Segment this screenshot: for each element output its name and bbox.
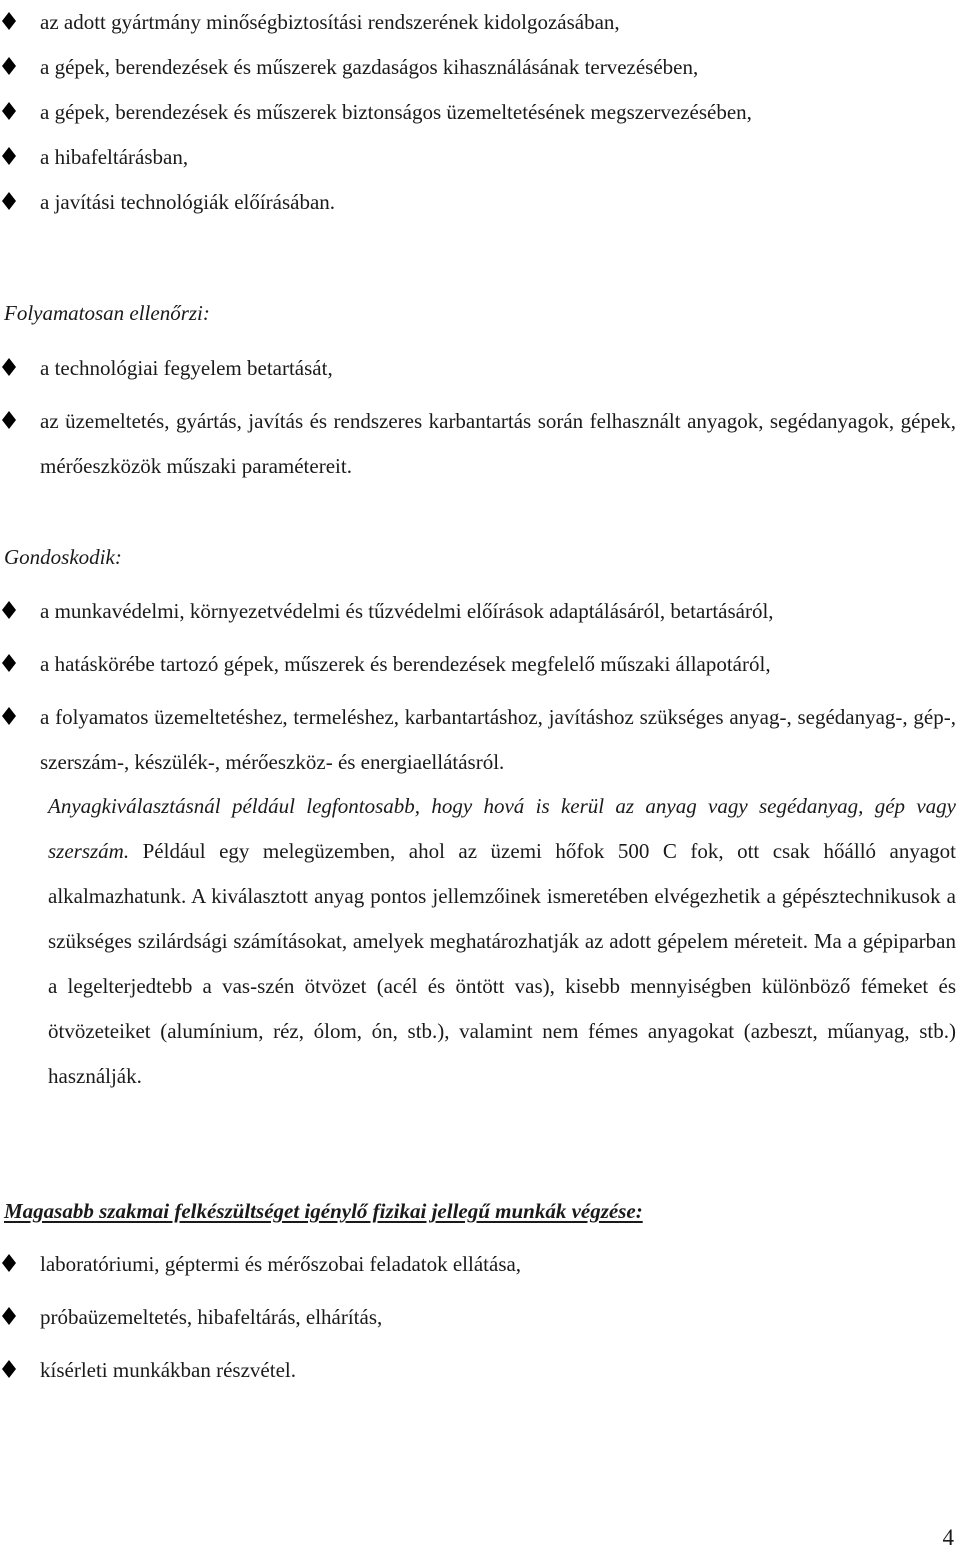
list-item [0, 0, 960, 45]
diamond-bullet-icon [2, 358, 16, 376]
paragraph-sentence: Anyagkiválasztásnál például legfontosabb, hogy hová is kerül az anyag vagy segédanyag, gép vagy szerszám. [48, 794, 956, 863]
page-number: 4 [942, 1525, 954, 1550]
bullet-list-section2 [0, 589, 960, 785]
list-item-text: a hatáskörébe tartozó gépek, műszerek és berendezések megfelelő műszaki állapotáról, [40, 652, 771, 676]
diamond-bullet-icon [2, 411, 16, 429]
diamond-bullet-icon [2, 707, 16, 725]
list-item-text: a gépek, berendezések és műszerek gazdaságos kihasználásának tervezésében, [40, 55, 699, 79]
list-item-text: a folyamatos üzemeltetéshez, termeléshez, karbantartáshoz, javításhoz szükséges anyag-, segédanyag-, gép-, szerszám-, készülék-, mérőeszköz- és energiaellátásról. [40, 705, 956, 774]
list-item [0, 180, 960, 225]
paragraph-material-selection [48, 784, 956, 1099]
list-item-text: a hibafeltárásban, [40, 145, 189, 169]
list-item [0, 399, 960, 489]
diamond-bullet-icon [2, 147, 16, 165]
paragraph-sentence: Például egy melegüzemben, ahol az üzemi hőfok 500 C fok, ott csak hőálló anyagot alkalmazhatunk. [48, 839, 957, 908]
diamond-bullet-icon [2, 57, 16, 75]
list-item-text: kísérleti munkákban részvétel. [40, 1358, 296, 1382]
list-item [0, 1242, 960, 1287]
diamond-bullet-icon [2, 1254, 16, 1272]
diamond-bullet-icon [2, 192, 16, 210]
list-item [0, 695, 960, 785]
bullet-list-section1 [0, 346, 960, 489]
list-item [0, 135, 960, 180]
list-item [0, 346, 960, 391]
list-item [0, 1348, 960, 1393]
diamond-bullet-icon [2, 654, 16, 672]
diamond-bullet-icon [2, 601, 16, 619]
list-item-text: a technológiai fegyelem betartását, [40, 356, 333, 380]
section-heading-gondoskodik: Gondoskodik: [4, 545, 122, 569]
section-heading-folyamatosan: Folyamatosan ellenőrzi: [4, 301, 210, 325]
list-item [0, 1295, 960, 1340]
paragraph-sentence: Ma a gépiparban a legelterjedtebb a vas-szén ötvözet (acél és öntött vas), kisebb mennyiségben különböző fémeket és ötvözeteiket (alumínium, réz, ólom, ón, stb.), valamint nem fémes anyagokat (azbeszt, műanyag, stb.) használják. [48, 929, 956, 1088]
bullet-list-section3 [0, 1242, 960, 1393]
diamond-bullet-icon [2, 102, 16, 120]
paragraph-sentence: A kiválasztott anyag pontos jellemzőinek ismeretében elvégezhetik a gépésztechnikusok a szükséges szilárdsági számításokat, amelyek meghatározhatják az adott gépelem méreteit. [48, 884, 956, 953]
diamond-bullet-icon [2, 1307, 16, 1325]
list-item-text: az üzemeltetés, gyártás, javítás és rendszeres karbantartás során felhasznált anyagok, segédanyagok, gépek, mérőeszközök műszaki paramétereit. [40, 409, 956, 478]
list-item-text: a munkavédelmi, környezetvédelmi és tűzvédelmi előírások adaptálásáról, betartásáról, [40, 599, 774, 623]
list-item [0, 642, 960, 687]
list-item-text: próbaüzemeltetés, hibafeltárás, elhárítás, [40, 1305, 383, 1329]
list-item-text: laboratóriumi, géptermi és mérőszobai feladatok ellátása, [40, 1252, 522, 1276]
list-item [0, 589, 960, 634]
list-item-text: a gépek, berendezések és műszerek biztonságos üzemeltetésének megszervezésében, [40, 100, 752, 124]
list-item [0, 90, 960, 135]
list-item-text: az adott gyártmány minőségbiztosítási rendszerének kidolgozásában, [40, 10, 620, 34]
bullet-list-top [0, 0, 960, 225]
list-item-text: a javítási technológiák előírásában. [40, 190, 336, 214]
section-heading-magasabb: Magasabb szakmai felkészültséget igénylő fizikai jellegű munkák végzése: [4, 1199, 643, 1223]
diamond-bullet-icon [2, 12, 16, 30]
diamond-bullet-icon [2, 1360, 16, 1378]
list-item [0, 45, 960, 90]
